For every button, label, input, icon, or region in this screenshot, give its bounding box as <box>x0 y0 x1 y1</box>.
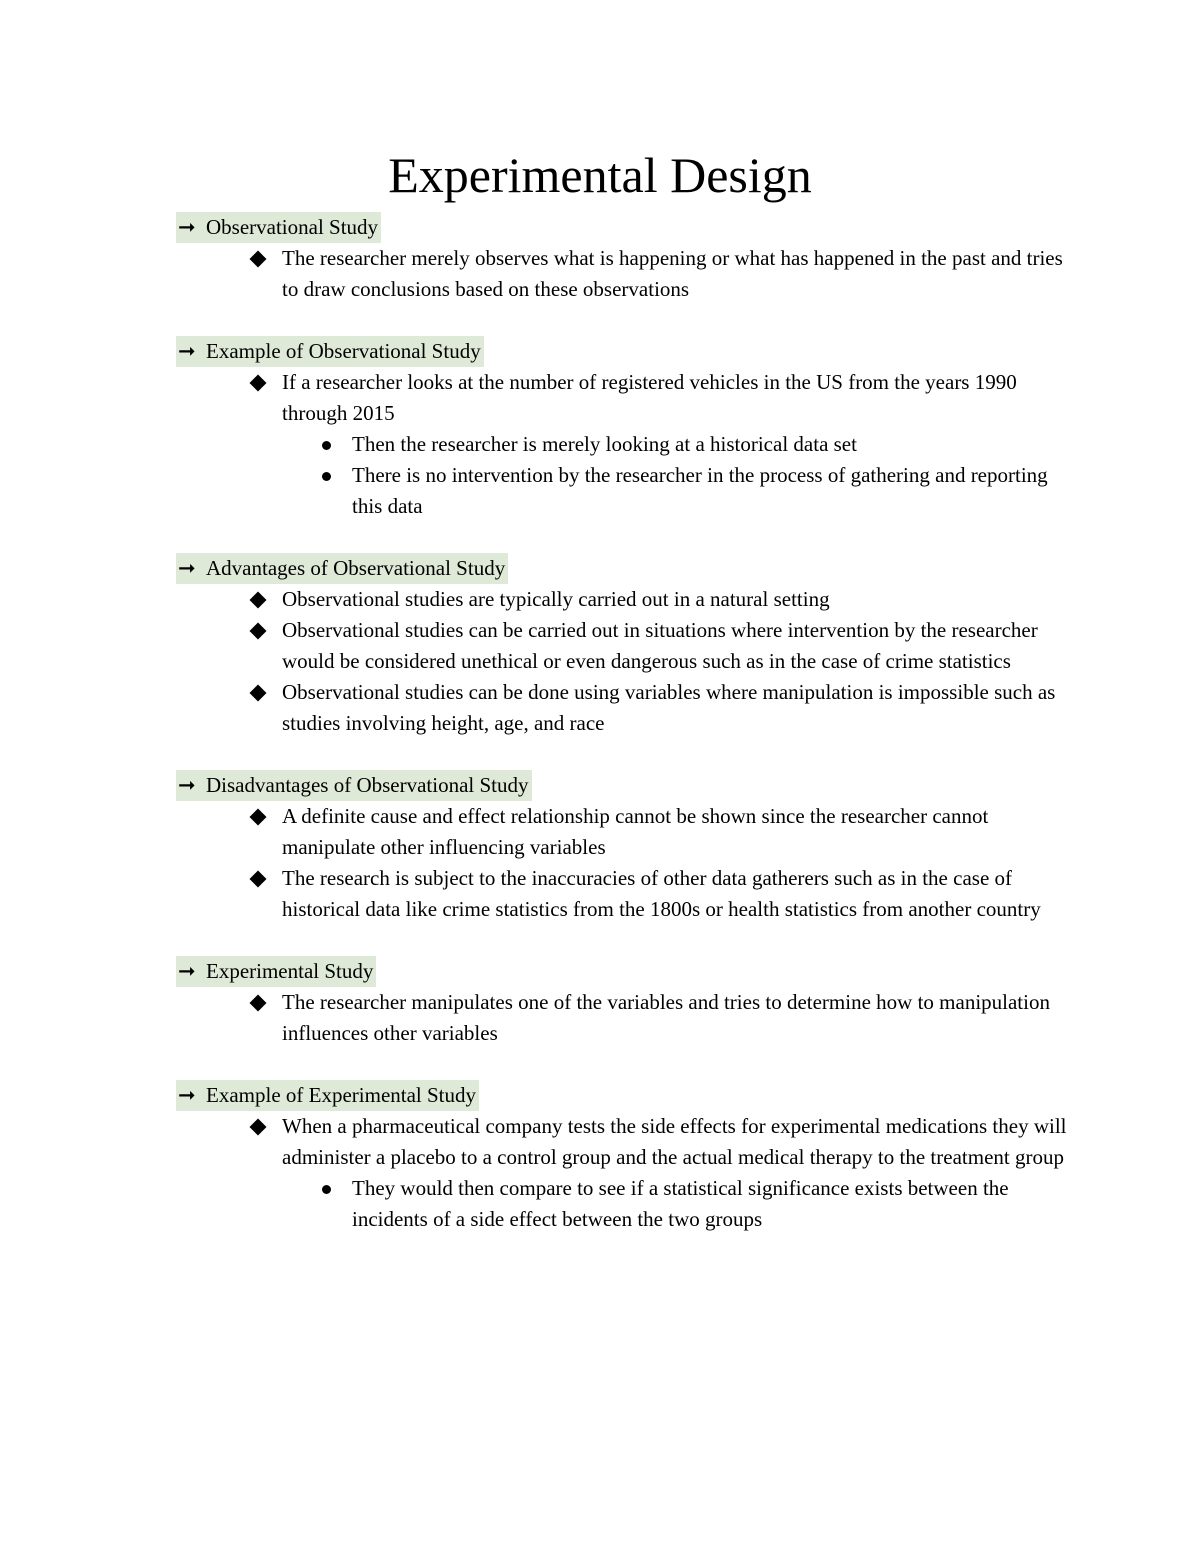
bullet-text: The research is subject to the inaccuracies of other data gatherers such as in the case of historical data like crime statistics from the 1800s or health statistics from another country <box>282 866 1041 921</box>
right-arrow-icon: ➞ <box>178 773 196 797</box>
bullet-text: Observational studies are typically carried out in a natural setting <box>282 587 830 611</box>
diamond-icon <box>250 251 267 268</box>
heading-text: Disadvantages of Observational Study <box>206 773 529 797</box>
bullet-item <box>176 987 1076 1049</box>
sub-bullet-item <box>176 460 1076 522</box>
diamond-icon <box>250 623 267 640</box>
sub-bullet-text: There is no intervention by the researcher in the process of gathering and reporting this data <box>352 463 1048 518</box>
dot-icon <box>322 472 331 481</box>
dot-icon <box>322 1185 331 1194</box>
bullet-text: When a pharmaceutical company tests the side effects for experimental medications they will administer a placebo to a control group and the actual medical therapy to the treatment group <box>282 1114 1067 1169</box>
bullet-text: If a researcher looks at the number of registered vehicles in the US from the years 1990 through 2015 <box>282 370 1017 425</box>
heading-text: Example of Experimental Study <box>206 1083 477 1107</box>
section-heading <box>176 553 1076 584</box>
sub-bullet-text: Then the researcher is merely looking at a historical data set <box>352 432 857 456</box>
page-title: Experimental Design <box>388 147 812 203</box>
diamond-icon <box>250 871 267 888</box>
heading-highlight <box>176 770 532 801</box>
bullet-item <box>176 367 1076 429</box>
section-heading <box>176 336 1076 367</box>
section-heading <box>176 1080 1076 1111</box>
heading-text: Example of Observational Study <box>206 339 481 363</box>
section-advantages <box>176 553 1076 739</box>
right-arrow-icon: ➞ <box>178 1083 196 1107</box>
bullet-text: The researcher merely observes what is happening or what has happened in the past and tries to draw conclusions based on these observations <box>282 246 1063 301</box>
section-experimental-study <box>176 956 1076 1049</box>
bullet-text: A definite cause and effect relationship cannot be shown since the researcher cannot manipulate other influencing variables <box>282 804 989 859</box>
document-content <box>176 212 1076 1235</box>
heading-highlight <box>176 553 508 584</box>
section-example-observational <box>176 336 1076 522</box>
diamond-icon <box>250 809 267 826</box>
dot-icon <box>322 441 331 450</box>
section-heading <box>176 770 1076 801</box>
bullet-item <box>176 1111 1076 1173</box>
bullet-item <box>176 863 1076 925</box>
bullet-item <box>176 677 1076 739</box>
bullet-item <box>176 801 1076 863</box>
bullet-item <box>176 615 1076 677</box>
sub-bullet-text: They would then compare to see if a statistical significance exists between the incidents of a side effect between the two groups <box>352 1176 1009 1231</box>
diamond-icon <box>250 685 267 702</box>
section-heading <box>176 956 1076 987</box>
heading-highlight <box>176 336 484 367</box>
diamond-icon <box>250 375 267 392</box>
bullet-item <box>176 584 1076 615</box>
section-observational-study <box>176 212 1076 305</box>
bullet-item <box>176 243 1076 305</box>
sub-bullet-item <box>176 429 1076 460</box>
heading-text: Observational Study <box>206 215 379 239</box>
bullet-text: The researcher manipulates one of the variables and tries to determine how to manipulation influences other variables <box>282 990 1050 1045</box>
sub-bullet-item <box>176 1173 1076 1235</box>
section-heading <box>176 212 1076 243</box>
right-arrow-icon: ➞ <box>178 556 196 580</box>
right-arrow-icon: ➞ <box>178 339 196 363</box>
heading-highlight <box>176 956 376 987</box>
heading-text: Advantages of Observational Study <box>206 556 506 580</box>
diamond-icon <box>250 995 267 1012</box>
bullet-text: Observational studies can be carried out in situations where intervention by the researcher would be considered unethical or even dangerous such as in the case of crime statistics <box>282 618 1038 673</box>
right-arrow-icon: ➞ <box>178 215 196 239</box>
heading-text: Experimental Study <box>206 959 374 983</box>
heading-highlight <box>176 1080 479 1111</box>
diamond-icon <box>250 592 267 609</box>
heading-highlight <box>176 212 381 243</box>
bullet-text: Observational studies can be done using variables where manipulation is impossible such as studies involving height, age, and race <box>282 680 1056 735</box>
section-disadvantages <box>176 770 1076 925</box>
section-example-experimental <box>176 1080 1076 1235</box>
diamond-icon <box>250 1119 267 1136</box>
right-arrow-icon: ➞ <box>178 959 196 983</box>
